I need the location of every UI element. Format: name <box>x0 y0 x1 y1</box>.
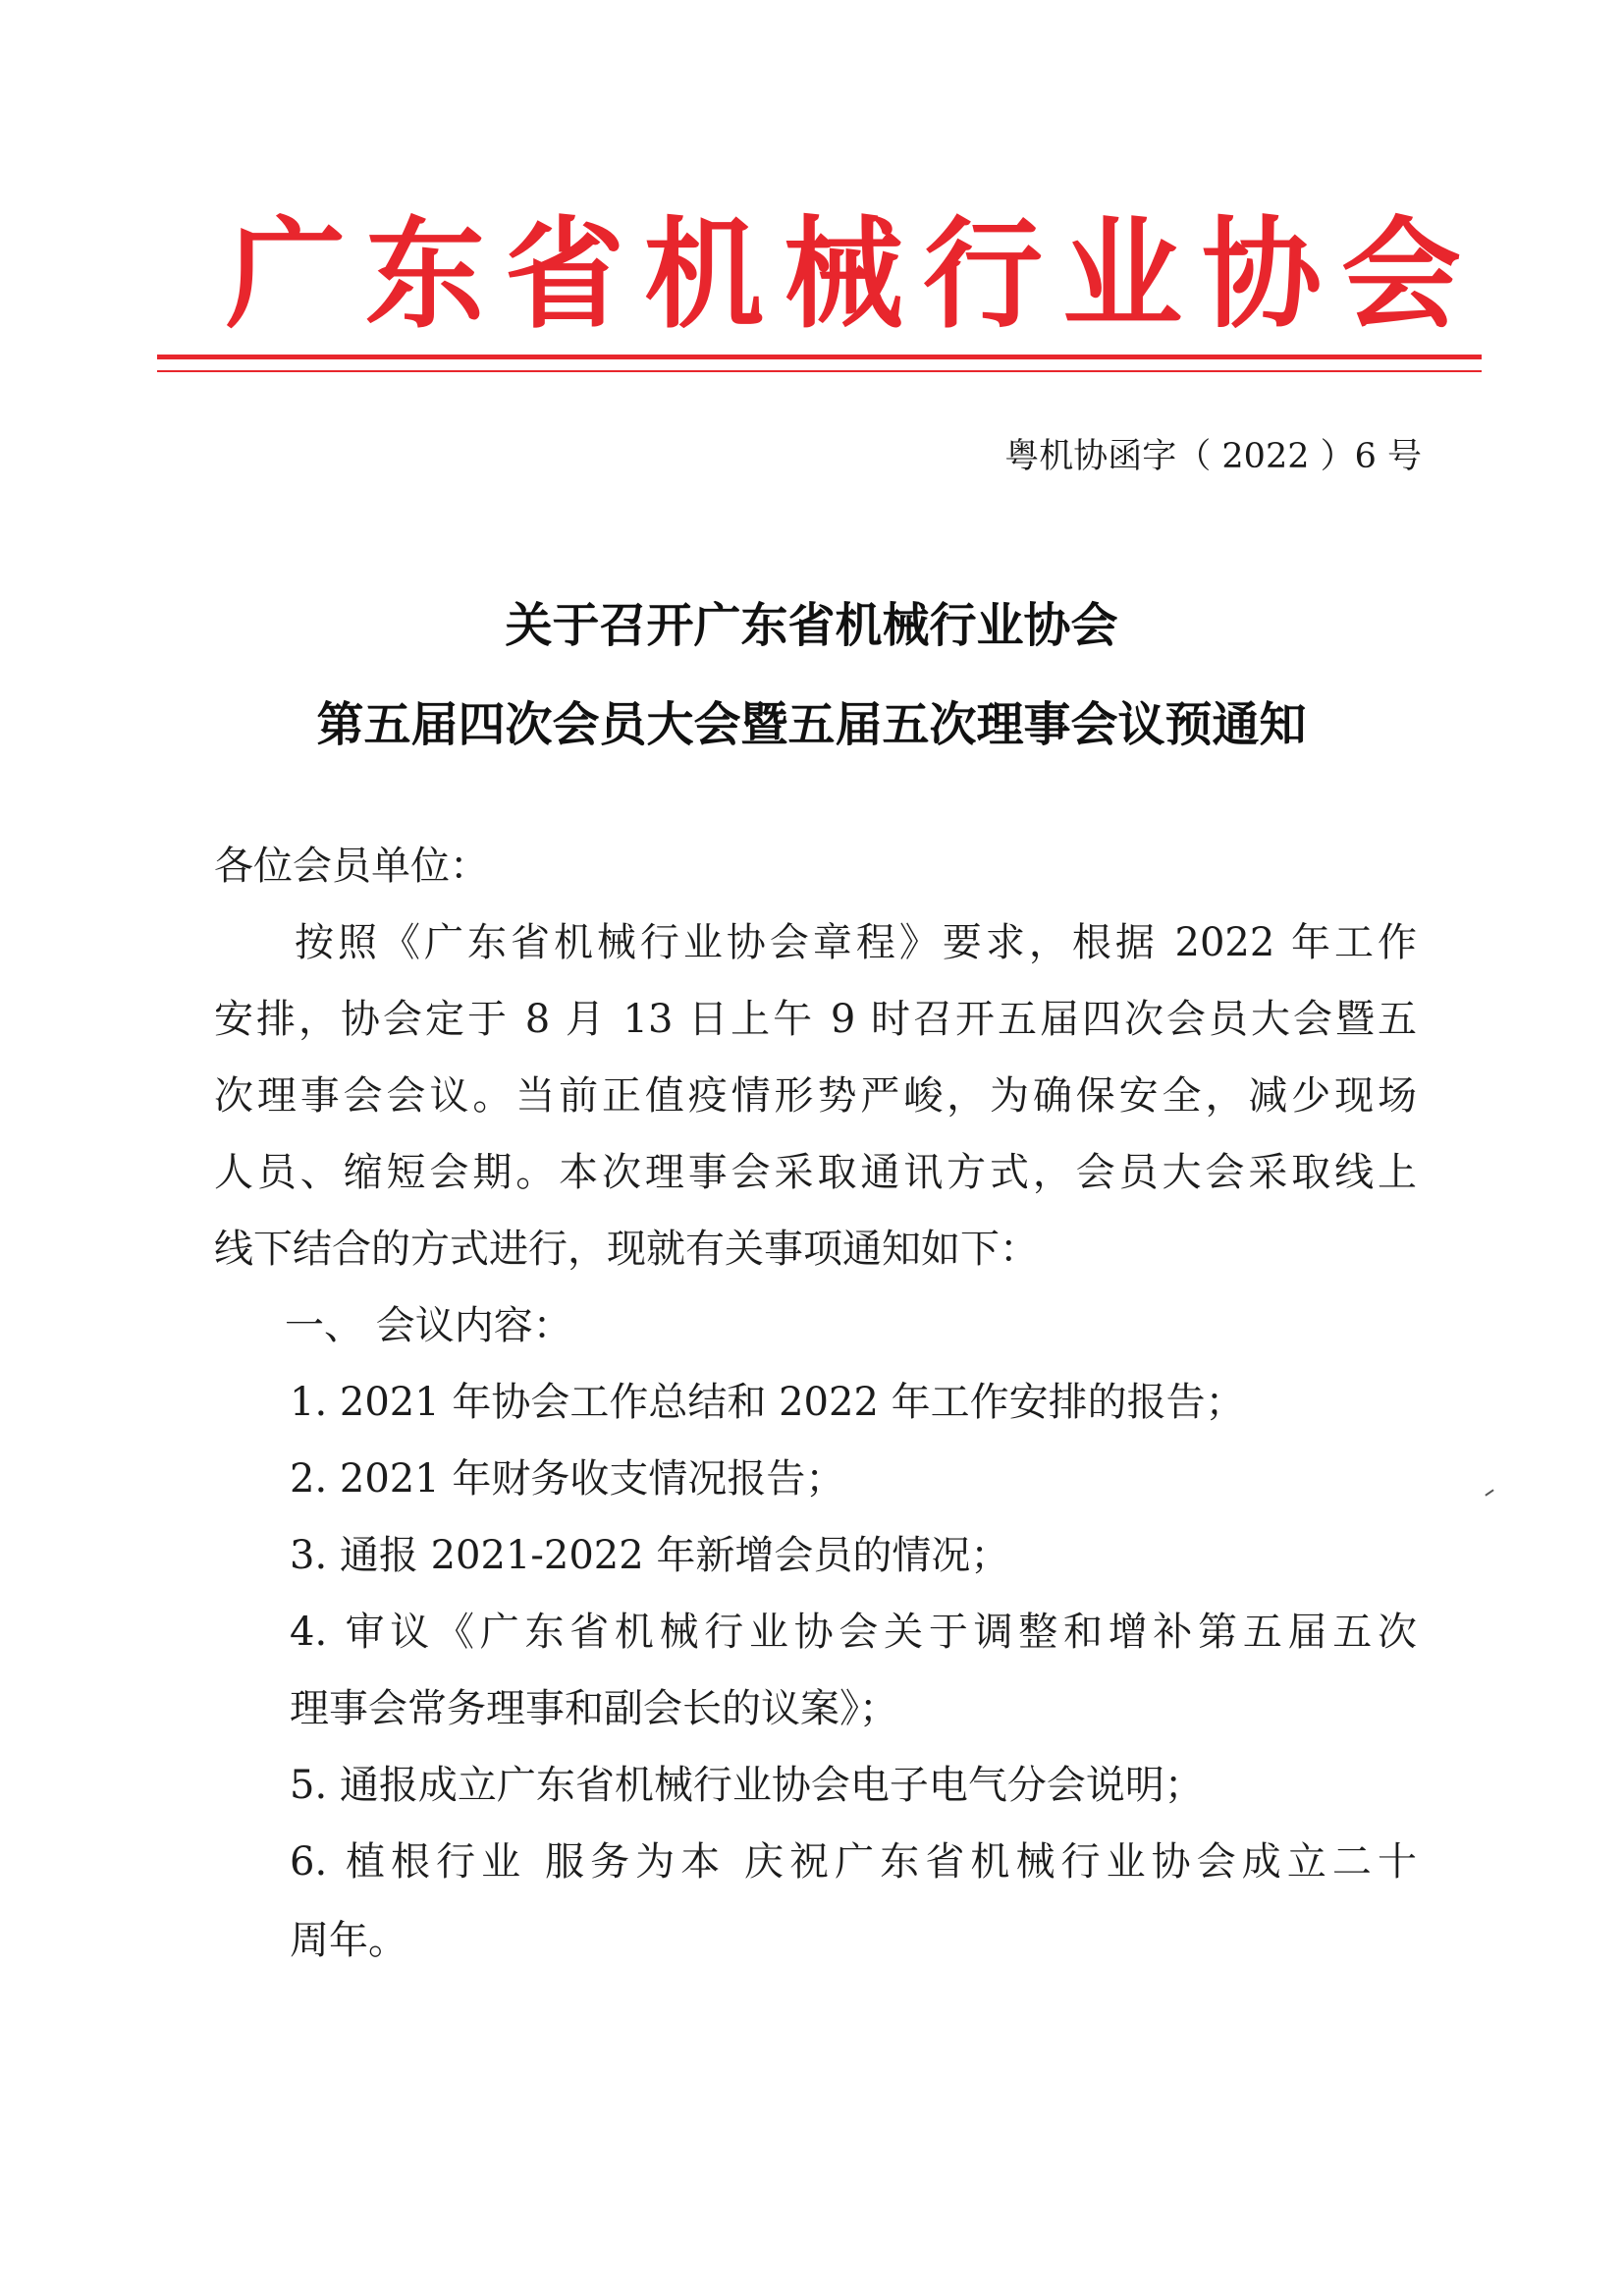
list-item: 5. 通报成立广东省机械行业协会电子电气分会说明； <box>290 1763 1204 1808</box>
list-item: 3. 通报 2021-2022 年新增会员的情况； <box>290 1533 1010 1578</box>
notice-title-line-1: 关于召开广东省机械行业协会 <box>505 598 1118 653</box>
letterhead-rule-thin <box>157 370 1482 372</box>
list-item: 1. 2021 年协会工作总结和 2022 年工作安排的报告； <box>290 1380 1245 1425</box>
body-line: 安排，协会定于 8 月 13 日上午 9 时召开五届四次会员大会暨五 <box>214 997 1417 1042</box>
document-number: 粤机协函字（ 2022 ）6 号 <box>1004 437 1422 476</box>
list-item: 2. 2021 年财务收支情况报告； <box>290 1456 845 1502</box>
letterhead-rule-thick <box>157 355 1482 359</box>
scan-speck <box>1485 1489 1493 1496</box>
body-line: 线下结合的方式进行，现就有关事项通知如下： <box>214 1227 1039 1272</box>
body-line: 按照《广东省机械行业协会章程》要求，根据 2022 年工作 <box>295 920 1417 965</box>
salutation: 各位会员单位： <box>214 844 489 889</box>
letterhead-org-name: 广东省机械行业协会 <box>226 205 1481 345</box>
list-item-continuation: 周年。 <box>290 1918 407 1963</box>
body-line: 次理事会会议。当前正值疫情形势严峻，为确保安全，减少现场 <box>214 1073 1417 1119</box>
list-item: 4. 审议《广东省机械行业协会关于调整和增补第五届五次 <box>290 1610 1417 1655</box>
list-item-continuation: 理事会常务理事和副会长的议案》； <box>290 1686 898 1731</box>
body-line: 人员、缩短会期。本次理事会采取通讯方式，会员大会采取线上 <box>214 1150 1417 1195</box>
section-heading: 一、 会议内容： <box>285 1303 572 1348</box>
notice-title-line-2: 第五届四次会员大会暨五届五次理事会议预通知 <box>316 697 1307 752</box>
list-item: 6. 植根行业 服务为本 庆祝广东省机械行业协会成立二十 <box>290 1839 1417 1885</box>
